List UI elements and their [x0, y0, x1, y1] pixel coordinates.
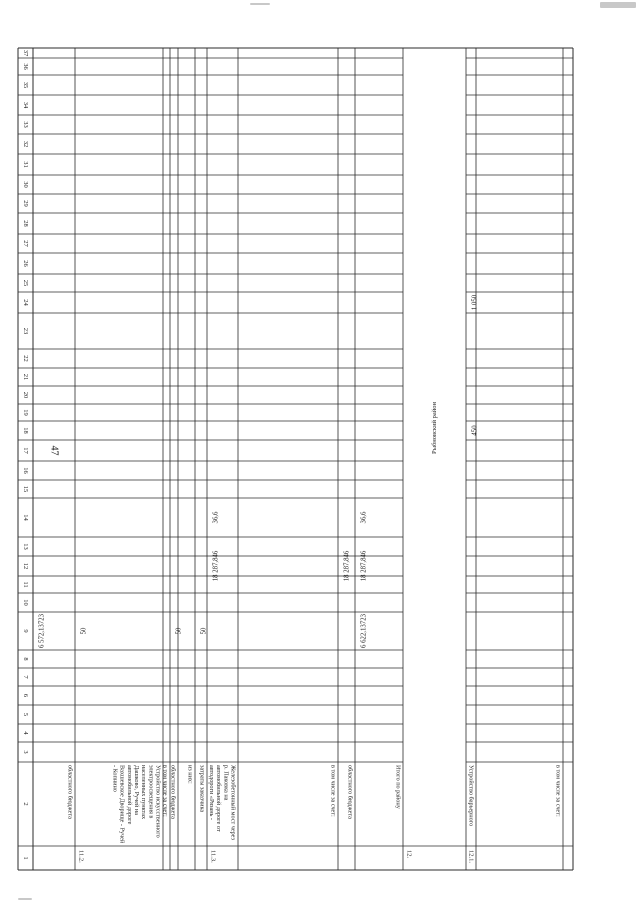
- column-header-number: 8: [22, 657, 30, 661]
- row-name-line: Устройство барьерного: [467, 765, 475, 827]
- row-number: 11.3.: [209, 850, 217, 863]
- column-header-number: 33: [22, 121, 30, 128]
- column-header-number: 31: [22, 161, 30, 168]
- cell-value-col-12: 18 287,846: [343, 550, 351, 582]
- row-name: [162, 765, 169, 817]
- row-name-line: населенных пунктах: [140, 765, 148, 820]
- column-header-number: 10: [22, 599, 30, 606]
- column-header-number: 25: [22, 279, 30, 287]
- column-header-number: 27: [22, 240, 30, 247]
- column-header-number: 14: [22, 514, 30, 521]
- row-name: [199, 765, 206, 812]
- row-name-line: - Копнино: [111, 765, 119, 792]
- row-name: [170, 765, 177, 819]
- cell-value-col-18: 450: [471, 425, 479, 436]
- cell-value-col-9: 50: [80, 627, 88, 635]
- column-header-number: 29: [22, 200, 30, 207]
- cell-value-col-12: 18 287,846: [212, 550, 220, 582]
- row-name: [395, 765, 402, 810]
- row-name-line: из них:: [186, 765, 194, 784]
- row-name-line: областного бюджета: [346, 765, 354, 819]
- page-number: 47: [48, 445, 60, 456]
- column-header-number: 26: [22, 260, 30, 267]
- column-header-number: 12: [22, 562, 30, 570]
- cell-value-col-9: 50: [175, 627, 183, 635]
- column-header-number: 16: [22, 467, 30, 474]
- column-header-number: 2: [22, 802, 30, 806]
- cell-value-col-9: 50: [200, 627, 208, 635]
- row-number: 12.1.: [467, 850, 475, 863]
- section-title: Рыбновский район: [430, 401, 438, 455]
- row-name-line: р. Паковка на: [222, 765, 230, 801]
- cell-value-col-9: 6 572,13723: [38, 614, 46, 648]
- row-name: [347, 765, 354, 819]
- row-name: [468, 765, 475, 826]
- row-name: [208, 765, 237, 840]
- row-name-line: Дашково, Ручей на: [132, 765, 140, 815]
- column-header-number: 6: [22, 693, 30, 698]
- column-header-number: 19: [22, 409, 30, 416]
- row-name-line: электроосвещения в: [147, 765, 155, 819]
- row-name-line: автомобильной дороге: [125, 765, 133, 825]
- column-header-number: 23: [22, 327, 30, 335]
- row-name-line: областного бюджета: [66, 765, 74, 819]
- column-header-number: 20: [22, 391, 30, 399]
- column-header-number: 5: [22, 712, 30, 717]
- cell-value-col-12: 18 287,846: [360, 550, 368, 582]
- column-header-number: 7: [22, 675, 30, 679]
- row-name-line: Устройство искусственного: [154, 765, 162, 838]
- column-header-number: 28: [22, 220, 30, 227]
- row-number: 12.: [405, 850, 413, 859]
- column-header-number: 1: [22, 856, 30, 860]
- row-name: [555, 765, 562, 817]
- column-header-number: 18: [22, 427, 30, 434]
- column-header-number: 17: [22, 447, 30, 454]
- row-name-line: Итого по району: [394, 765, 402, 809]
- column-header-number: 22: [22, 355, 30, 362]
- column-header-number: 15: [22, 485, 30, 493]
- row-name-line: в том числе за счет:: [161, 765, 169, 817]
- row-name-line: автомобильной дороге от: [215, 765, 223, 832]
- column-header-number: 11: [22, 581, 30, 588]
- column-header-number: 24: [22, 299, 30, 306]
- row-name: [330, 765, 337, 817]
- row-name-line: в том числе за счет:: [554, 765, 562, 817]
- row-name: [67, 765, 74, 819]
- column-header-number: 4: [22, 731, 30, 735]
- column-header-number: 36: [22, 63, 30, 70]
- column-header-number: 13: [22, 543, 30, 550]
- cell-value-col-9: 6 622,13723: [360, 614, 368, 648]
- cell-value-col-14: 36,6: [212, 511, 220, 524]
- row-name: [187, 765, 194, 784]
- row-name-line: в том числе за счет:: [329, 765, 337, 817]
- column-header-number: 37: [22, 49, 30, 57]
- column-header-number: 34: [22, 101, 30, 109]
- column-header-number: 32: [22, 140, 30, 148]
- column-header-number: 35: [22, 81, 30, 89]
- row-name-line: затраты заказчика: [198, 765, 206, 813]
- column-header-number: 3: [22, 750, 30, 754]
- cell-value-col-24: 1 050: [471, 294, 479, 311]
- row-name-line: Вахшевское Дворище - Ручей: [118, 765, 126, 844]
- column-header-number: 9: [22, 629, 30, 633]
- row-name-line: Железобетонный мост через: [229, 765, 237, 840]
- row-name-line: автодороги «Рязань -: [207, 765, 215, 820]
- cell-value-col-14: 36,6: [360, 511, 368, 524]
- row-name: [111, 765, 161, 844]
- row-name-line: областного бюджета: [169, 765, 177, 819]
- column-header-number: 30: [22, 181, 30, 188]
- column-header-number: 21: [22, 373, 30, 381]
- row-number: 11.2.: [77, 850, 85, 863]
